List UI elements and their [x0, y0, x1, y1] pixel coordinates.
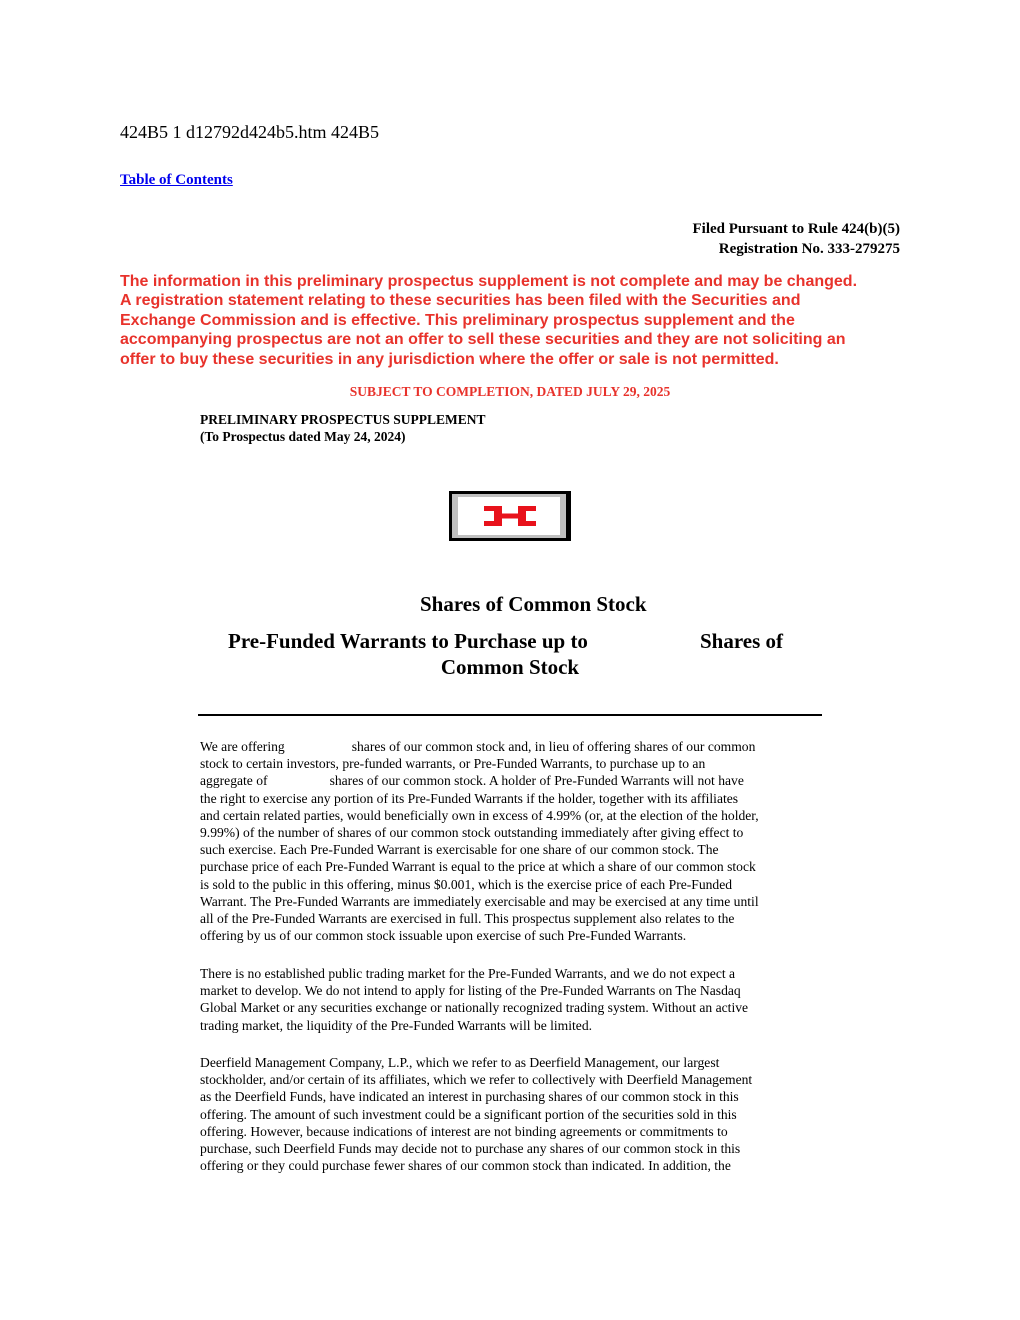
paragraph-line — [200, 738, 830, 755]
paragraph-line: There is no established public trading market for the Pre-Funded Warrants, and we do not expect a — [200, 966, 736, 981]
section-divider — [198, 714, 822, 716]
table-of-contents-link[interactable]: Table of Contents — [120, 172, 233, 188]
notice-line: Exchange Commission and is effective. This preliminary prospectus supplement and the — [120, 311, 795, 329]
prospectus-subtitle: (To Prospectus dated May 24, 2024) — [200, 429, 406, 444]
paragraph-line: stockholder, and/or certain of its affiliates, which we refer to collectively with Deerfield Management — [200, 1072, 753, 1088]
filing-rule: Filed Pursuant to Rule 424(b)(5) — [692, 221, 900, 237]
warrants-title-common-stock: Common Stock — [440, 655, 580, 679]
paragraph-line: Deerfield Management Company, L.P., which we refer to as Deerfield Management, our largest — [200, 1055, 720, 1070]
paragraph-line: trading market, the liquidity of the Pre-Funded Warrants will be limited. — [200, 1017, 593, 1033]
company-logo — [449, 491, 571, 541]
paragraph-line: the right to exercise any portion of its Pre-Funded Warrants if the holder, together with its affiliates — [200, 790, 739, 806]
paragraph-line: such exercise. Each Pre-Funded Warrant is exercisable for one share of our common stock. The — [200, 842, 719, 858]
notice-line: The information in this preliminary prospectus supplement is not complete and may be changed. — [120, 273, 858, 290]
filing-info — [693, 219, 901, 259]
paragraph-line: all of the Pre-Funded Warrants are exercised in full. This prospectus supplement also relates to the — [200, 911, 735, 927]
offering-title: Shares of Common Stock — [420, 592, 647, 616]
paragraph-line: stock to certain investors, pre-funded warrants, or Pre-Funded Warrants, to purchase up to an — [200, 756, 706, 772]
notice-line: A registration statement relating to these securities has been filed with the Securities and — [120, 292, 801, 310]
offering-paragraph — [200, 738, 830, 944]
document-header: 424B5 1 d12792d424b5.htm 424B5 — [120, 122, 380, 142]
line-segment: aggregate of — [200, 773, 268, 789]
prospectus-label — [200, 411, 486, 445]
paragraph-line: is sold to the public in this offering, minus $0.001, which is the exercise price of each Pre-Funded — [200, 876, 733, 892]
paragraph-line: Global Market or any securities exchange or nationally recognized trading system. Without an active — [200, 1000, 749, 1016]
registration-number: Registration No. 333-279275 — [718, 241, 900, 257]
trading-market-paragraph — [200, 965, 830, 1034]
paragraph-line: Warrant. The Pre-Funded Warrants are immediately exercisable and may be exercised at any time until — [200, 893, 759, 909]
subject-to-completion: SUBJECT TO COMPLETION, DATED JULY 29, 2025 — [349, 384, 671, 399]
paragraph-line: as the Deerfield Funds, have indicated an interest in purchasing shares of our common stock in this — [200, 1089, 739, 1105]
paragraph-line: purchase price of each Pre-Funded Warrant is equal to the price at which a share of our common stock — [200, 859, 756, 875]
line-segment: shares of our common stock. A holder of Pre-Funded Warrants will not have — [329, 773, 744, 789]
line-segment: shares of our common stock and, in lieu of offering shares of our common — [351, 739, 756, 754]
deerfield-paragraph — [200, 1054, 830, 1174]
paragraph-line: offering. However, because indications of interest are not binding agreements or commitments to — [200, 1123, 728, 1139]
paragraph-line: purchase, such Deerfield Funds may decide not to purchase any shares of our common stock in this — [200, 1141, 741, 1157]
paragraph-line: and certain related parties, would beneficially own in excess of 4.99% (or, at the election of the holder, — [200, 807, 759, 823]
notice-line: accompanying prospectus are not an offer to sell these securities and they are not soliciting an — [120, 331, 846, 349]
paragraph-line: offering or they could purchase fewer shares of our common stock than indicated. In addition, the — [200, 1158, 731, 1174]
paragraph-line: offering. The amount of such investment could be a significant portion of the securities sold in this — [200, 1106, 737, 1122]
line-segment: We are offering — [200, 739, 285, 754]
company-logo-icon — [449, 491, 571, 541]
preliminary-notice — [120, 272, 910, 369]
paragraph-line: offering by us of our common stock issuable upon exercise of such Pre-Funded Warrants. — [200, 928, 687, 944]
paragraph-line: market to develop. We do not intend to apply for listing of the Pre-Funded Warrants on The Nasdaq — [200, 983, 741, 999]
paragraph-line: 9.99%) of the number of shares of our common stock outstanding immediately after giving effect to — [200, 825, 744, 841]
warrants-title: Pre-Funded Warrants to Purchase up to — [228, 629, 588, 653]
notice-line: offer to buy these securities in any jurisdiction where the offer or sale is not permitted. — [120, 350, 779, 368]
prospectus-title: PRELIMINARY PROSPECTUS SUPPLEMENT — [200, 412, 486, 427]
paragraph-line — [200, 772, 830, 789]
warrants-title-shares: Shares of — [700, 629, 784, 653]
